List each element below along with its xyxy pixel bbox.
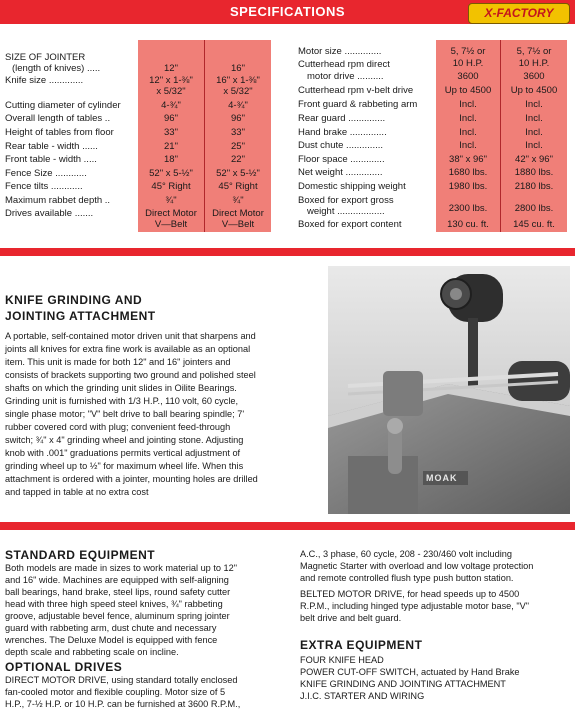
page-title: SPECIFICATIONS: [229, 4, 346, 19]
spec-value: 52" x 5-½": [149, 168, 193, 179]
text-line: and tapped in table at no extra cost: [5, 487, 149, 497]
spec-label: Net weight ..............: [298, 167, 383, 178]
spec-value: Incl.: [525, 99, 543, 110]
spec-value: 96": [231, 113, 245, 124]
spec-value: ¾": [232, 195, 244, 206]
spec-value: 2800 lbs.: [514, 203, 554, 214]
spec-label: Front table - width .....: [5, 154, 97, 165]
spec-label: Cutterhead rpm direct: [298, 59, 390, 70]
section-heading: KNIFE GRINDING AND: [5, 293, 143, 307]
machine-nameplate: MOAK: [426, 473, 458, 483]
spec-value: Incl.: [459, 140, 477, 151]
spec-value: 2300 lbs.: [448, 203, 488, 214]
spec-value: 12" x 1-⅜": [149, 75, 193, 86]
text-line: A portable, self-contained motor driven unit that sharpens and: [5, 331, 256, 341]
spec-value: 18": [164, 154, 178, 165]
spec-label: Hand brake ..............: [298, 127, 387, 138]
spec-value: 16" x 1-⅜": [216, 75, 260, 86]
spec-value: 2180 lbs.: [514, 181, 554, 192]
spec-label: (length of knives) .....: [12, 63, 101, 74]
text-line: ball bearings, hand brake, steel lips, round safety cutter: [5, 587, 231, 597]
spec-label: weight ..................: [307, 206, 385, 217]
spec-label: Height of tables from floor: [5, 127, 114, 138]
spec-value: Up to 4500: [444, 85, 492, 96]
spec-label: Dust chute ..............: [298, 140, 384, 151]
text-line: knob with .001" graduations permits vertical adjustment of: [5, 448, 241, 458]
spec-value: 96": [164, 113, 178, 124]
text-line: R.P.M., including hinged type adjustable motor base, "V": [300, 601, 530, 611]
spec-value: x 5/32": [156, 86, 186, 97]
list-item: POWER CUT-OFF SWITCH, actuated by Hand Brake: [300, 667, 520, 677]
spec-value: 1980 lbs.: [448, 181, 488, 192]
spec-label: Rear table - width ......: [5, 141, 98, 152]
spec-label: Domestic shipping weight: [298, 181, 406, 192]
spec-value: 10 H.P.: [452, 58, 484, 69]
text-line: groove, adjustable bevel fence, aluminum spring jointer: [5, 611, 230, 621]
text-line: grinding wheel up to ½" for maximum wheel life. When this: [5, 461, 244, 471]
spec-value: Direct Motor: [212, 208, 264, 219]
text-line: rubber covered cord with plug; convenient feed-through: [5, 422, 231, 432]
spec-label: SIZE OF JOINTER: [5, 52, 86, 63]
brand-logo: X-FACTORY: [468, 3, 570, 24]
spec-value: Incl.: [525, 113, 543, 124]
text-line: wrenches. The Deluxe Model is equipped with fence: [5, 635, 218, 645]
text-line: shafts on which the grinding unit slides in Oilite Bearings.: [5, 383, 237, 393]
section-divider: [0, 522, 575, 530]
spec-value: 52" x 5-½": [216, 168, 260, 179]
spec-value: 4-¾": [161, 100, 181, 111]
spec-label: Fence Size ............: [5, 168, 87, 179]
spec-value: x 5/32": [223, 86, 253, 97]
text-line: A.C., 3 phase, 60 cycle, 208 - 230/460 volt including: [300, 549, 512, 559]
spec-value: ¾": [165, 195, 177, 206]
list-item: FOUR KNIFE HEAD: [300, 655, 384, 665]
spec-value: 45° Right: [151, 181, 191, 192]
text-line: consists of brackets supporting two ground and polished steel: [5, 370, 256, 380]
spec-value: 10 H.P.: [518, 58, 550, 69]
text-line: H.P., 7-½ H.P. or 10 H.P. can be furnished at 3600 R.P.M.,: [5, 699, 241, 709]
spec-label: motor drive ..........: [307, 71, 384, 82]
text-line: fan-cooled motor and flexible coupling. Motor size of 5: [5, 687, 226, 697]
spec-label: Overall length of tables ..: [5, 113, 111, 124]
spec-label: Fence tilts ............: [5, 181, 83, 192]
spec-value: Incl.: [525, 140, 543, 151]
text-line: and 16" wide. Machines are equipped with self-aligning: [5, 575, 229, 585]
spec-value: 25": [231, 141, 245, 152]
spec-label: Rear guard ..............: [298, 113, 386, 124]
spec-value: 3600: [523, 71, 545, 82]
spec-label: Knife size .............: [5, 75, 84, 86]
text-line: item. This unit is made for both 12" and 16" jointers and: [5, 357, 231, 367]
spec-value: 130 cu. ft.: [447, 219, 489, 230]
text-line: depth scale and rabbeting scale on incline.: [5, 647, 179, 657]
text-line: joints all knives for extra fine work is available as an optional: [5, 344, 251, 354]
spec-label: Front guard & rabbeting arm: [298, 99, 418, 110]
spec-value: 22": [231, 154, 245, 165]
spec-value: 21": [164, 141, 178, 152]
spec-value: 1880 lbs.: [514, 167, 554, 178]
text-line: attachment is ordered with a jointer, mounting holes are drilled: [5, 474, 258, 484]
text-line: switch; ¾" x 4" grinding wheel and jointing stone. Adjusting: [5, 435, 244, 445]
spec-value: Incl.: [459, 113, 477, 124]
spec-value: 12": [164, 63, 178, 74]
product-photo: [328, 266, 570, 514]
section-heading: OPTIONAL DRIVES: [5, 660, 123, 674]
spec-label: Maximum rabbet depth ..: [5, 195, 111, 206]
spec-label: Cutterhead rpm v-belt drive: [298, 85, 414, 96]
spec-value: V—Belt: [154, 219, 188, 230]
section-heading: STANDARD EQUIPMENT: [5, 548, 156, 562]
spec-value: 4-¾": [228, 100, 248, 111]
spec-value: 145 cu. ft.: [513, 219, 555, 230]
section-heading: EXTRA EQUIPMENT: [300, 638, 423, 652]
spec-value: 1680 lbs.: [448, 167, 488, 178]
spec-label: Cutting diameter of cylinder: [5, 100, 121, 111]
spec-value: Direct Motor: [145, 208, 197, 219]
list-item: J.I.C. STARTER AND WIRING: [300, 691, 425, 701]
text-line: and remote controlled flush type push button station.: [300, 573, 514, 583]
spec-value: 45° Right: [218, 181, 258, 192]
spec-value: 3600: [457, 71, 479, 82]
section-divider: [0, 248, 575, 256]
spec-value: 5, 7½ or: [516, 46, 552, 57]
text-line: Grinding unit is furnished with 1/3 H.P., 110 volt, 60 cycle,: [5, 396, 239, 406]
text-line: single phase motor; "V" belt drive to ball bearing spindle; 7': [5, 409, 245, 419]
text-line: DIRECT MOTOR DRIVE, using standard totally enclosed: [5, 675, 238, 685]
spec-value: 33": [231, 127, 245, 138]
spec-value: 5, 7½ or: [450, 46, 486, 57]
section-heading: JOINTING ATTACHMENT: [5, 309, 156, 323]
spec-label: Motor size ..............: [298, 46, 382, 57]
text-line: head with three high speed steel knives, ¾" rabbeting: [5, 599, 223, 609]
spec-value: 38" x 96": [449, 154, 487, 165]
spec-value: Up to 4500: [510, 85, 558, 96]
spec-value: 16": [231, 63, 245, 74]
text-line: belt drive and belt guard.: [300, 613, 402, 623]
spec-value: 42" x 96": [515, 154, 553, 165]
spec-label: Boxed for export content: [298, 219, 402, 230]
spec-value: V—Belt: [221, 219, 255, 230]
text-line: Magnetic Starter with overload and low voltage protection: [300, 561, 534, 571]
list-item: KNIFE GRINDING AND JOINTING ATTACHMENT: [300, 679, 506, 689]
text-line: guard with rabbeting arm, dust chute and necessary: [5, 623, 217, 633]
spec-value: Incl.: [525, 127, 543, 138]
text-line: BELTED MOTOR DRIVE, for head speeds up to 4500: [300, 589, 520, 599]
text-line: Both models are made in sizes to work material up to 12": [5, 563, 238, 573]
spec-label: Drives available .......: [5, 208, 94, 219]
spec-value: Incl.: [459, 99, 477, 110]
spec-value: 33": [164, 127, 178, 138]
spec-label: Floor space .............: [298, 154, 385, 165]
spec-value: Incl.: [459, 127, 477, 138]
spec-label: Boxed for export gross: [298, 195, 394, 206]
